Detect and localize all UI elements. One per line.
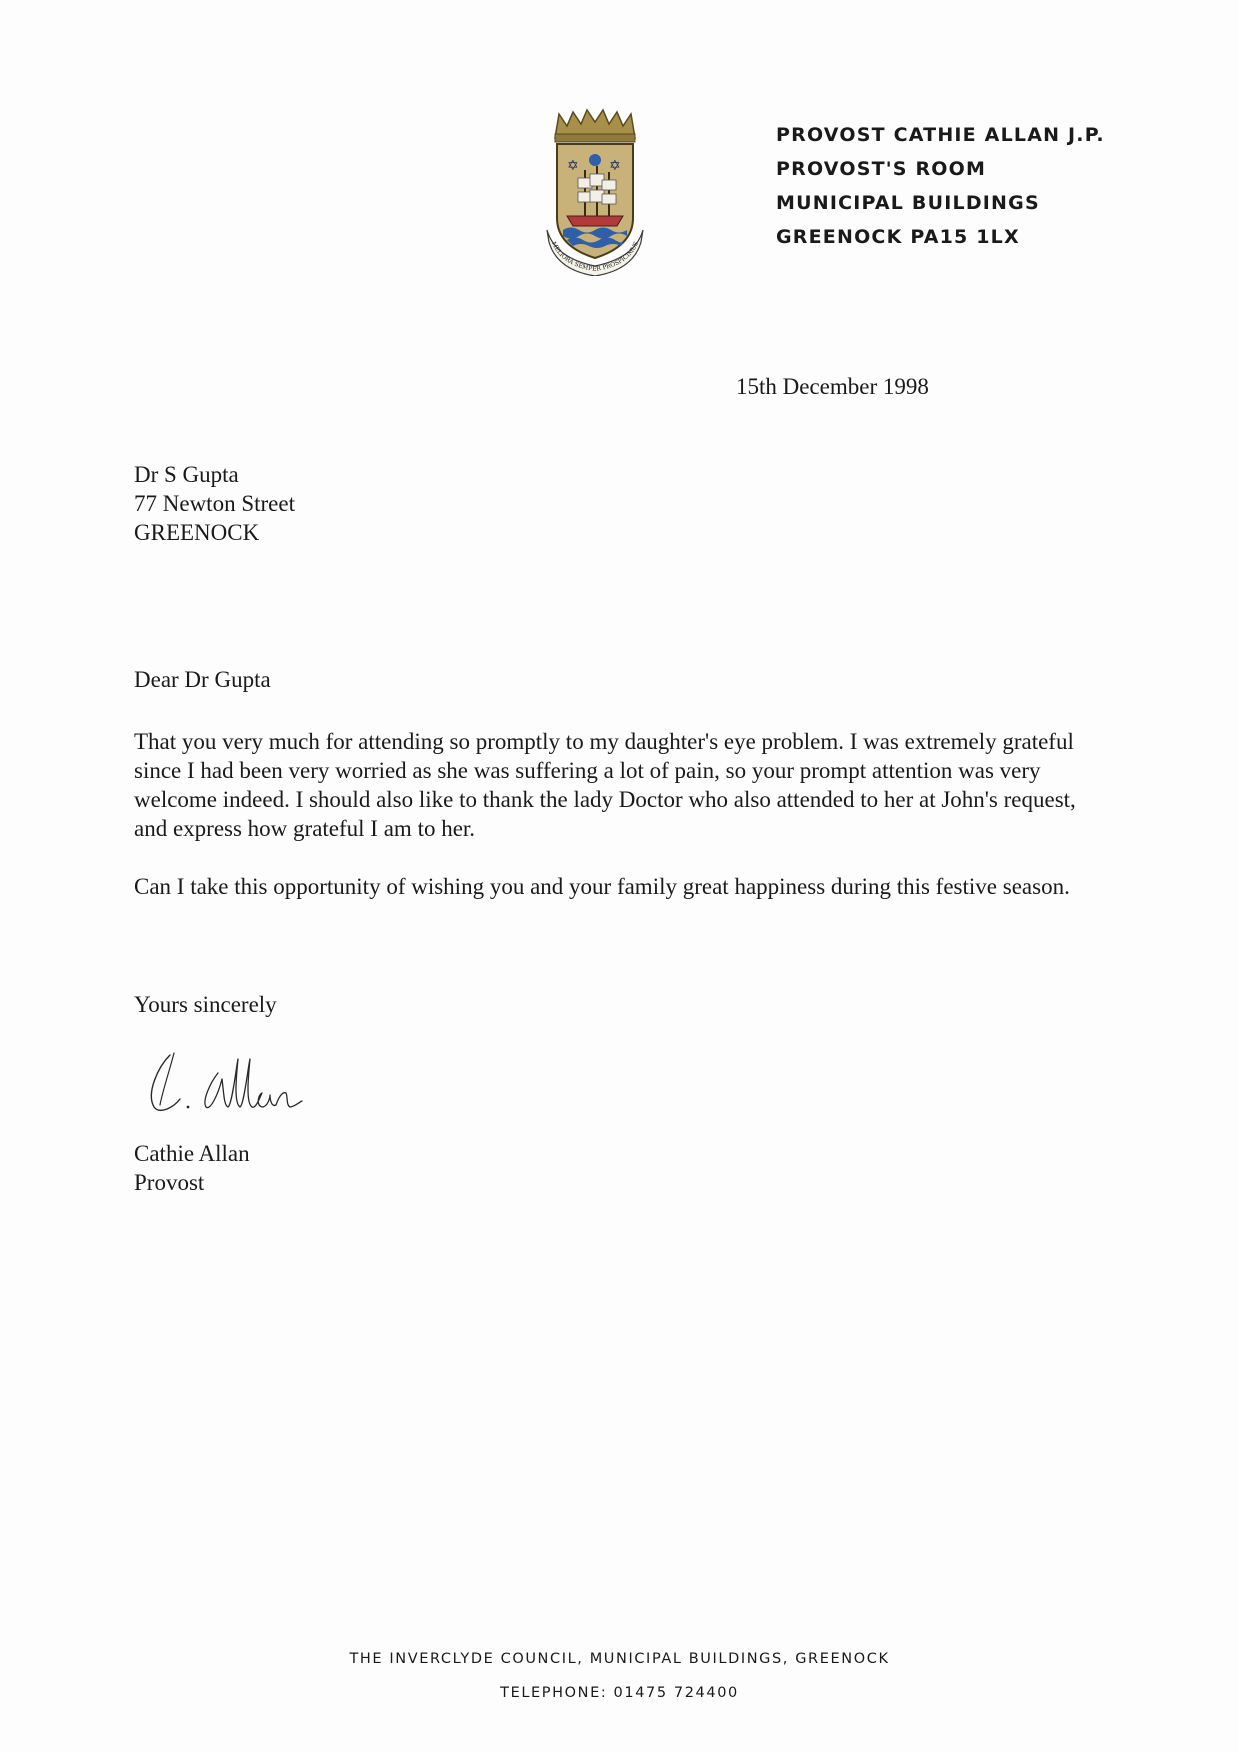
signer-block <box>134 1139 250 1197</box>
letterhead-line: PROVOST CATHIE ALLAN J.P. <box>776 124 1105 146</box>
letterhead-address <box>776 118 1105 254</box>
letterhead-line: MUNICIPAL BUILDINGS <box>776 192 1040 214</box>
signer-name: Cathie Allan <box>134 1141 250 1166</box>
letter-date: 15th December 1998 <box>736 374 929 399</box>
letterhead-line: PROVOST'S ROOM <box>776 158 987 180</box>
recipient-street: 77 Newton Street <box>134 491 295 516</box>
svg-text:✡: ✡ <box>609 158 621 174</box>
body-paragraph: Can I take this opportunity of wishing you and your family great happiness during this festive season. <box>134 874 1070 899</box>
crest-motto: MELIORA SEMPER PROSPICIMUS <box>549 240 640 274</box>
letterhead-line: GREENOCK PA15 1LX <box>776 226 1020 248</box>
letter-body <box>134 727 1094 930</box>
council-crest-icon <box>545 108 645 276</box>
svg-text:✡: ✡ <box>567 158 579 174</box>
handwritten-signature <box>140 1045 310 1120</box>
salutation: Dear Dr Gupta <box>134 667 271 692</box>
footer-telephone: TELEPHONE: 01475 724400 <box>500 1685 739 1701</box>
recipient-town: GREENOCK <box>134 520 260 545</box>
signer-title: Provost <box>134 1170 205 1195</box>
footer-address: THE INVERCLYDE COUNCIL, MUNICIPAL BUILDINGS, GREENOCK <box>349 1651 890 1667</box>
body-paragraph: That you very much for attending so promptly to my daughter's eye problem. I was extremely grateful since I had been very worried as she was suffering a lot of pain, so your prompt attention was very welcome indeed. I should also like to thank the lady Doctor who also attended to her at John's request, and express how grateful I am to her. <box>134 729 1076 841</box>
recipient-name: Dr S Gupta <box>134 462 239 487</box>
recipient-address <box>134 460 295 547</box>
closing: Yours sincerely <box>134 992 277 1017</box>
